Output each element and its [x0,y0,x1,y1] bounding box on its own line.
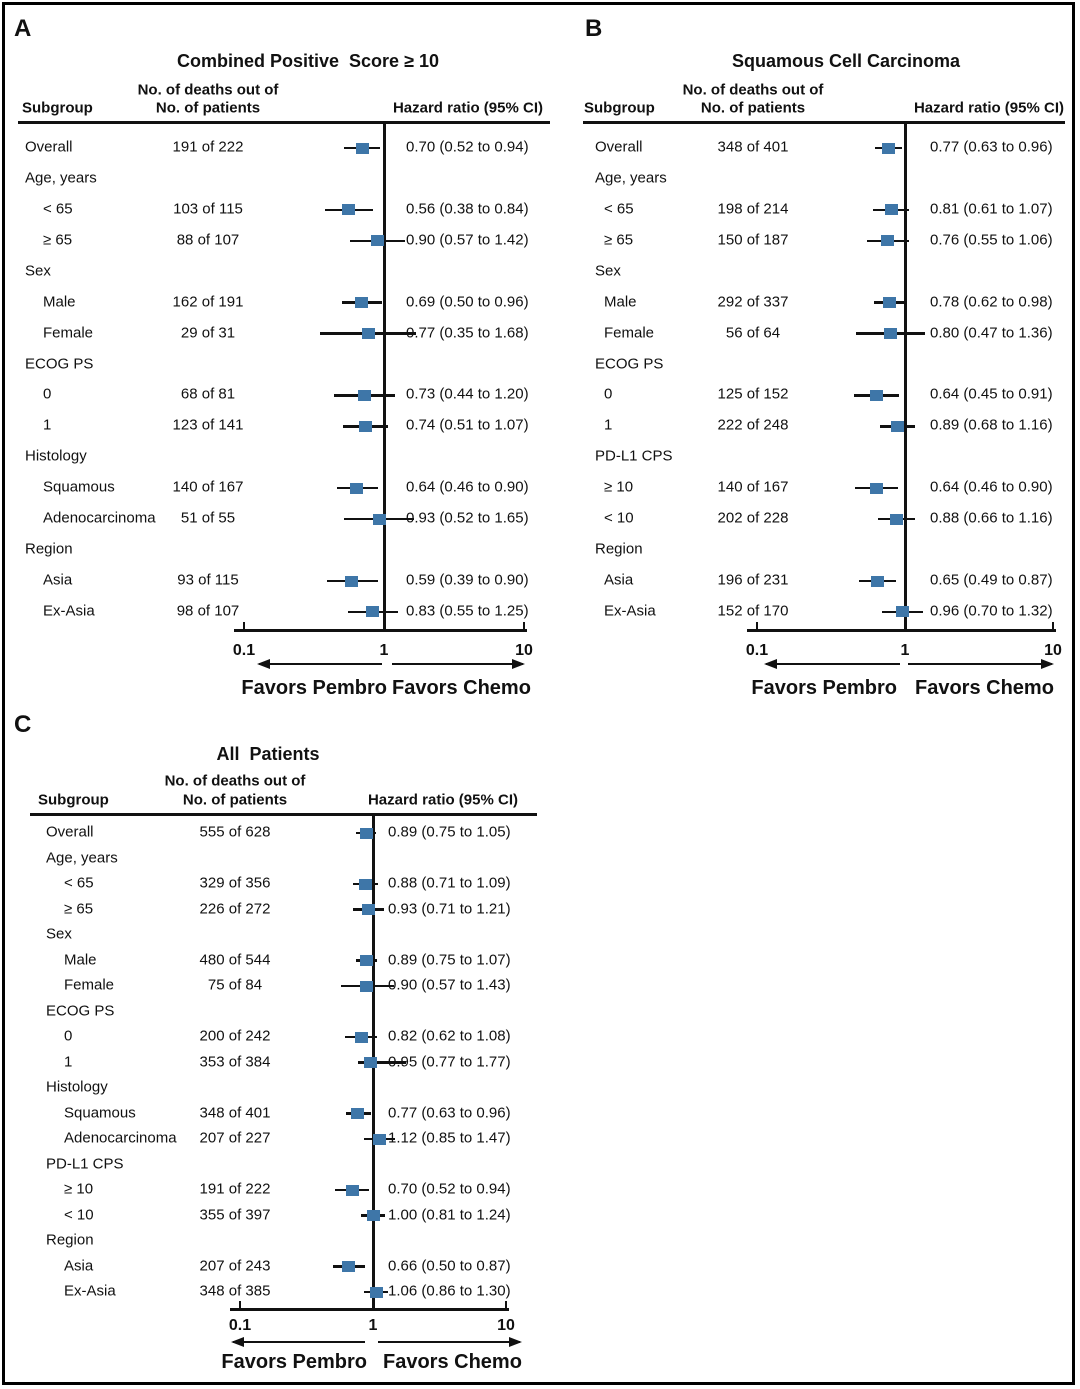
subgroup-label: Asia [64,1257,94,1275]
deaths-count: 348 of 401 [717,138,789,156]
subgroup-label: 1 [64,1053,73,1071]
header-rule [30,813,537,816]
header-rule [18,121,550,124]
hr-marker [355,297,368,308]
deaths-count: 196 of 231 [717,571,789,589]
hr-marker [870,390,883,401]
subgroup-label: Ex-Asia [64,1282,116,1300]
hazard-ratio-value: 0.59 (0.39 to 0.90) [406,571,529,589]
deaths-count: 93 of 115 [177,571,239,589]
deaths-count: 140 of 167 [717,478,789,496]
favors-pembro-label: Favors Pembro [241,676,387,699]
hr-marker [881,235,894,246]
deaths-count: 329 of 356 [199,874,271,892]
hr-marker [359,421,372,432]
deaths-count: 555 of 628 [199,823,271,841]
favors-left-arrow [259,663,382,666]
deaths-count: 29 of 31 [180,324,236,342]
subgroup-column-header: Subgroup [38,791,109,809]
subgroup-label: < 10 [64,1206,94,1224]
deaths-count: 152 of 170 [717,602,789,620]
hazard-ratio-value: 0.95 (0.77 to 1.77) [388,1053,511,1071]
subgroup-group-label: Histology [46,1078,108,1096]
hazard-ratio-value: 0.78 (0.62 to 0.98) [930,293,1053,311]
hazard-ratio-value: 0.88 (0.66 to 1.16) [930,509,1053,527]
deaths-column-header-line1: No. of deaths out of [682,81,824,99]
x-axis-tick [383,622,385,629]
hazard-ratio-value: 0.66 (0.50 to 0.87) [388,1257,511,1275]
x-axis-tick-label: 0.1 [232,642,256,660]
deaths-count: 51 of 55 [180,509,236,527]
deaths-count: 348 of 385 [199,1282,271,1300]
hr-marker [373,1134,386,1145]
favors-right-arrow [908,663,1052,666]
subgroup-label: < 65 [43,200,73,218]
hr-marker [373,514,386,525]
x-axis-tick-label: 1 [379,642,389,660]
subgroup-label: Squamous [43,478,115,496]
hr-marker [371,235,384,246]
subgroup-label: Adenocarcinoma [43,509,156,527]
subgroup-label: Female [64,976,115,994]
favors-pembro-label: Favors Pembro [751,676,897,699]
subgroup-label: Overall [595,138,643,156]
hazard-ratio-value: 0.73 (0.44 to 1.20) [406,386,529,404]
x-axis-tick [523,622,525,629]
hazard-ratio-value: 0.70 (0.52 to 0.94) [388,1180,511,1198]
deaths-count: 348 of 401 [199,1104,271,1122]
hazard-ratio-value: 0.81 (0.61 to 1.07) [930,200,1053,218]
deaths-count: 56 of 64 [725,324,781,342]
hr-marker [350,483,363,494]
deaths-count: 207 of 243 [199,1257,271,1275]
subgroup-label: ≥ 65 [64,900,94,918]
panel-title: Combined Positive Score ≥ 10 [177,50,439,71]
subgroup-label: Female [43,324,94,342]
hazard-ratio-value: 0.56 (0.38 to 0.84) [406,200,529,218]
hazard-ratio-value: 0.64 (0.46 to 0.90) [930,478,1053,496]
deaths-count: 292 of 337 [717,293,789,311]
subgroup-label: 1 [604,416,613,434]
subgroup-label: Ex-Asia [43,602,95,620]
subgroup-group-label: Region [25,540,73,558]
subgroup-label: Asia [43,571,73,589]
hr-marker [362,904,375,915]
deaths-count: 191 of 222 [172,138,244,156]
hr-marker [870,483,883,494]
subgroup-label: Male [64,951,97,969]
subgroup-group-label: ECOG PS [46,1002,115,1020]
favors-right-arrow [378,1341,520,1344]
reference-line [383,124,386,632]
hazard-ratio-column-header: Hazard ratio (95% CI) [392,99,543,117]
hr-marker [345,576,358,587]
hr-marker [360,981,373,992]
hr-marker [355,1032,368,1043]
subgroup-group-label: Sex [595,262,621,280]
subgroup-label: Overall [25,138,73,156]
x-axis-line [230,1308,509,1311]
x-axis-tick [1052,622,1054,629]
deaths-count: 162 of 191 [172,293,244,311]
hr-marker [367,1210,380,1221]
subgroup-group-label: Age, years [46,849,118,867]
subgroup-group-label: Sex [46,925,72,943]
subgroup-label: ≥ 10 [604,478,634,496]
hr-marker [359,879,372,890]
panel-label: A [14,15,32,42]
subgroup-label: Overall [46,823,94,841]
hazard-ratio-value: 0.90 (0.57 to 1.43) [388,976,511,994]
hr-marker [351,1108,364,1119]
subgroup-label: ≥ 65 [604,231,634,249]
deaths-count: 150 of 187 [717,231,789,249]
x-axis-tick [243,622,245,629]
subgroup-column-header: Subgroup [22,99,93,117]
subgroup-label: ≥ 10 [64,1180,94,1198]
hazard-ratio-value: 0.90 (0.57 to 1.42) [406,231,529,249]
hr-marker [883,297,896,308]
x-axis-tick [904,622,906,629]
subgroup-label: Male [604,293,637,311]
hazard-ratio-value: 0.93 (0.71 to 1.21) [388,900,511,918]
x-axis-tick-label: 0.1 [745,642,769,660]
hazard-ratio-value: 0.89 (0.75 to 1.07) [388,951,511,969]
x-axis-tick-label: 10 [497,1317,515,1335]
x-axis-tick [756,622,758,629]
hazard-ratio-value: 1.06 (0.86 to 1.30) [388,1282,511,1300]
subgroup-label: 0 [64,1027,73,1045]
hazard-ratio-value: 0.83 (0.55 to 1.25) [406,602,529,620]
subgroup-label: Ex-Asia [604,602,656,620]
favors-chemo-label: Favors Chemo [915,676,1054,699]
subgroup-group-label: Region [46,1231,94,1249]
hazard-ratio-value: 0.88 (0.71 to 1.09) [388,874,511,892]
subgroup-label: Squamous [64,1104,136,1122]
hazard-ratio-value: 0.80 (0.47 to 1.36) [930,324,1053,342]
x-axis-line [234,629,527,632]
x-axis-tick-label: 0.1 [228,1317,252,1335]
hr-marker [342,204,355,215]
favors-right-arrow [392,663,523,666]
hazard-ratio-column-header: Hazard ratio (95% CI) [367,791,518,809]
hazard-ratio-value: 0.64 (0.45 to 0.91) [930,386,1053,404]
x-axis-tick-label: 10 [1044,642,1062,660]
x-axis-tick-label: 1 [368,1317,378,1335]
subgroup-group-label: Age, years [25,169,97,187]
deaths-column-header-line1: No. of deaths out of [137,81,279,99]
header-rule [583,121,1065,124]
x-axis-tick [239,1301,241,1308]
subgroup-group-label: PD-L1 CPS [595,447,673,465]
subgroup-label: Adenocarcinoma [64,1129,177,1147]
subgroup-label: 1 [43,416,52,434]
deaths-column-header-line2: No. of patients [182,791,288,809]
subgroup-label: < 65 [604,200,634,218]
subgroup-group-label: Histology [25,447,87,465]
panel-title: Squamous Cell Carcinoma [731,50,961,71]
hazard-ratio-value: 0.70 (0.52 to 0.94) [406,138,529,156]
hr-marker [364,1057,377,1068]
hr-marker [360,955,373,966]
subgroup-group-label: Age, years [595,169,667,187]
deaths-count: 353 of 384 [199,1053,271,1071]
hazard-ratio-value: 0.89 (0.75 to 1.05) [388,823,511,841]
deaths-count: 191 of 222 [199,1180,271,1198]
x-axis-line [747,629,1056,632]
subgroup-label: 0 [43,386,52,404]
subgroup-column-header: Subgroup [584,99,655,117]
hazard-ratio-value: 0.77 (0.63 to 0.96) [388,1104,511,1122]
hr-marker [366,606,379,617]
deaths-count: 75 of 84 [207,976,263,994]
subgroup-label: ≥ 65 [43,231,73,249]
hr-marker [871,576,884,587]
deaths-count: 200 of 242 [199,1027,271,1045]
hr-marker [342,1261,355,1272]
deaths-column-header-line2: No. of patients [155,99,261,117]
subgroup-label: < 65 [64,874,94,892]
subgroup-group-label: ECOG PS [595,355,664,373]
subgroup-label: < 10 [604,509,634,527]
hazard-ratio-value: 0.74 (0.51 to 1.07) [406,416,529,434]
hazard-ratio-value: 0.76 (0.55 to 1.06) [930,231,1053,249]
subgroup-label: Female [604,324,655,342]
reference-line [904,124,907,632]
deaths-count: 355 of 397 [199,1206,271,1224]
hazard-ratio-value: 0.77 (0.63 to 0.96) [930,138,1053,156]
subgroup-label: Asia [604,571,634,589]
deaths-count: 123 of 141 [172,416,244,434]
hr-marker [362,328,375,339]
deaths-count: 198 of 214 [717,200,789,218]
panel-label: B [585,15,603,42]
deaths-count: 226 of 272 [199,900,271,918]
deaths-count: 98 of 107 [176,602,240,620]
hr-marker [882,143,895,154]
hazard-ratio-value: 1.12 (0.85 to 1.47) [388,1129,511,1147]
deaths-count: 207 of 227 [199,1129,271,1147]
hr-marker [370,1287,383,1298]
panel-title: All Patients [216,743,320,764]
hazard-ratio-column-header: Hazard ratio (95% CI) [913,99,1064,117]
deaths-count: 140 of 167 [172,478,244,496]
deaths-count: 480 of 544 [199,951,271,969]
hr-marker [891,421,904,432]
hazard-ratio-value: 0.96 (0.70 to 1.32) [930,602,1053,620]
panel-label: C [14,711,32,738]
deaths-count: 103 of 115 [173,200,243,218]
hazard-ratio-value: 0.65 (0.49 to 0.87) [930,571,1053,589]
favors-pembro-label: Favors Pembro [221,1350,367,1373]
favors-chemo-label: Favors Chemo [383,1350,522,1373]
hazard-ratio-value: 0.93 (0.52 to 1.65) [406,509,529,527]
hr-marker [358,390,371,401]
hr-marker [896,606,909,617]
hazard-ratio-value: 0.69 (0.50 to 0.96) [406,293,529,311]
deaths-count: 125 of 152 [717,386,789,404]
hazard-ratio-value: 0.82 (0.62 to 1.08) [388,1027,511,1045]
subgroup-label: 0 [604,386,613,404]
hr-marker [884,328,897,339]
subgroup-group-label: Region [595,540,643,558]
hr-marker [360,828,373,839]
x-axis-tick-label: 10 [515,642,533,660]
deaths-count: 222 of 248 [717,416,789,434]
x-axis-tick [505,1301,507,1308]
x-axis-tick-label: 1 [900,642,910,660]
subgroup-group-label: PD-L1 CPS [46,1155,124,1173]
hazard-ratio-value: 1.00 (0.81 to 1.24) [388,1206,511,1224]
deaths-count: 88 of 107 [176,231,240,249]
hr-marker [356,143,369,154]
subgroup-group-label: ECOG PS [25,355,94,373]
x-axis-tick [372,1301,374,1308]
hazard-ratio-value: 0.64 (0.46 to 0.90) [406,478,529,496]
favors-left-arrow [233,1341,365,1344]
hr-marker [890,514,903,525]
deaths-column-header-line1: No. of deaths out of [164,772,306,790]
hr-marker [885,204,898,215]
deaths-column-header-line2: No. of patients [700,99,806,117]
deaths-count: 202 of 228 [717,509,789,527]
hr-marker [346,1185,359,1196]
subgroup-label: Male [43,293,76,311]
subgroup-group-label: Sex [25,262,51,280]
hazard-ratio-value: 0.77 (0.35 to 1.68) [406,324,529,342]
hazard-ratio-value: 0.89 (0.68 to 1.16) [930,416,1053,434]
favors-left-arrow [766,663,900,666]
favors-chemo-label: Favors Chemo [392,676,531,699]
deaths-count: 68 of 81 [180,386,236,404]
